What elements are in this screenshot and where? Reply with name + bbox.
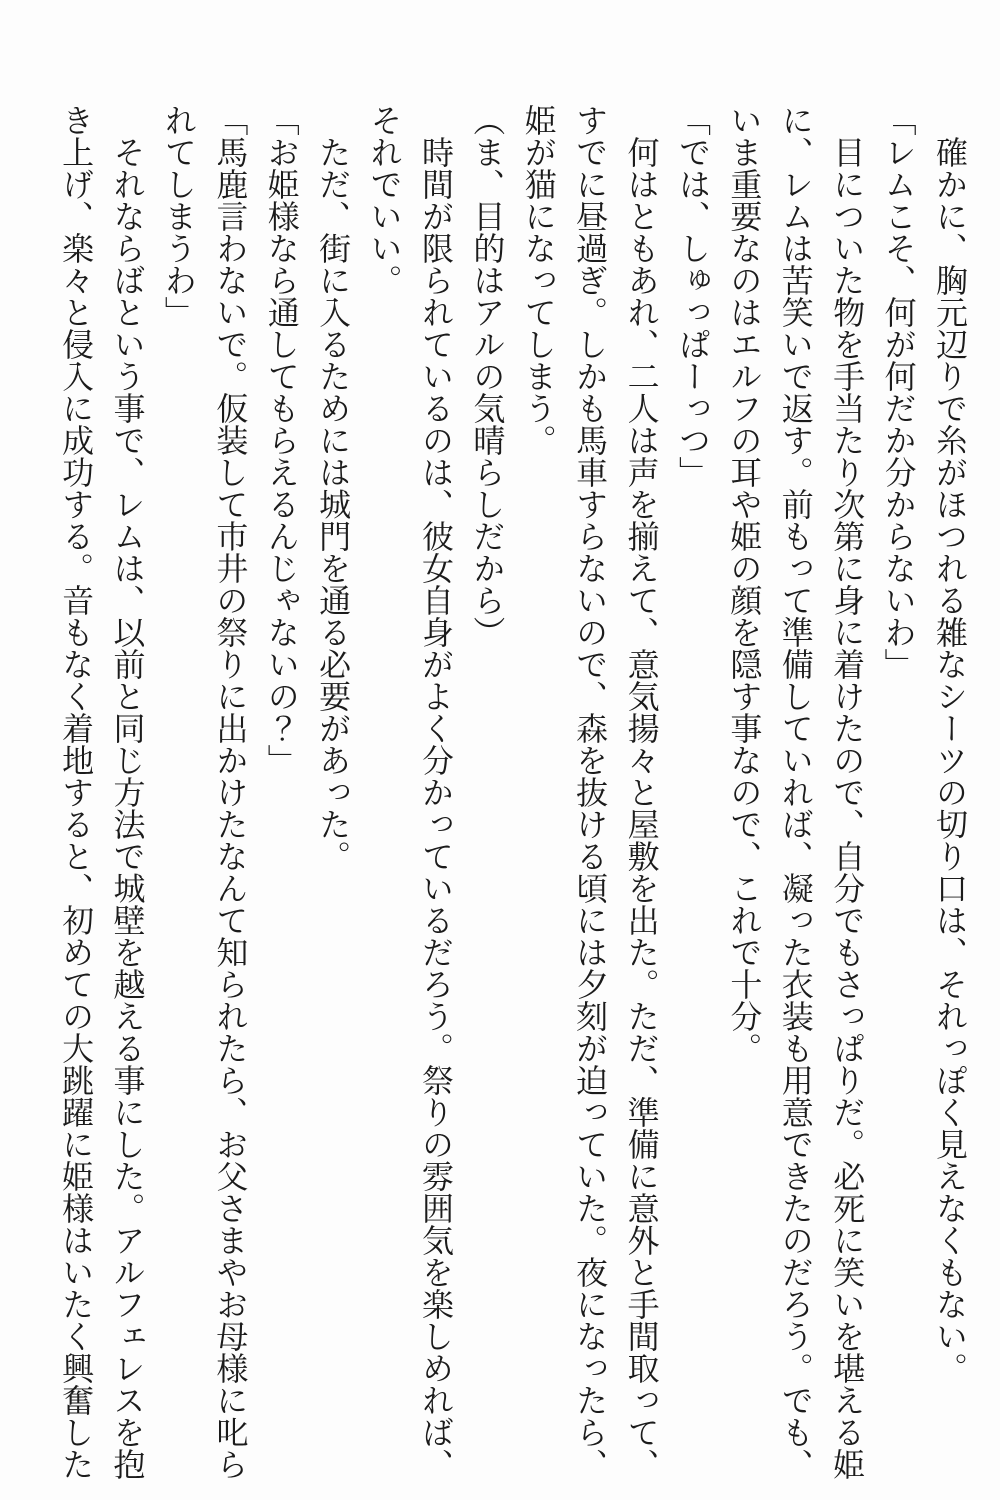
paragraph-narration-3: 何はともあれ、二人は声を揃えて、意気揚々と屋敷を出た。ただ、準備に意外と手間取って、すでに昼過ぎ。しかも馬車すらないので、森を抜ける頃には夕刻が迫っていた。夜になったら、姫が猫になってしまう。 — [520, 104, 660, 1480]
paragraph-dialogue-4: 「馬鹿言わないで。仮装して市井の祭りに出かけたなんて知られたら、お父さまやお母様に叱られてしまうわ」 — [160, 104, 249, 1480]
paragraph-narration-1: 確かに、胸元辺りで糸がほつれる雑なシーツの切り口は、それっぽく見えなくもない。 — [932, 136, 968, 1384]
paragraph-dialogue-3: 「お姫様なら通してもらえるんじゃないの？」 — [263, 104, 300, 776]
novel-text-block — [49, 104, 975, 1486]
paragraph-thought-1: （ま、目的はアルの気晴らしだから） — [469, 104, 506, 648]
paragraph-narration-5: ただ、街に入るためには城門を通る必要があった。 — [315, 136, 352, 872]
paragraph-dialogue-2: 「では、しゅっぱーっつ」 — [674, 104, 711, 488]
paragraph-narration-4: 時間が限られているのは、彼女自身がよく分かっているだろう。祭りの雰囲気を楽しめれば、それでいい。 — [366, 104, 454, 1480]
paragraph-narration-2: 目についた物を手当たり次第に身に着けたので、自分でもさっぱりだ。必死に笑いを堪える姫に、レムは苦笑いで返す。前もって準備していれば、凝った衣装も用意できたのだろう。でも、いま重要なのはエルフの耳や姫の顔を隠す事なので、これで十分。 — [726, 104, 866, 1480]
paragraph-narration-6: それならばという事で、レムは、以前と同じ方法で城壁を越える事にした。アルフェレスを抱き上げ、楽々と侵入に成功する。音もなく着地すると、初めての大跳躍に姫様はいたく興奮した — [58, 104, 146, 1480]
paragraph-dialogue-1: 「レムこそ、何が何だか分からないわ」 — [880, 104, 917, 680]
